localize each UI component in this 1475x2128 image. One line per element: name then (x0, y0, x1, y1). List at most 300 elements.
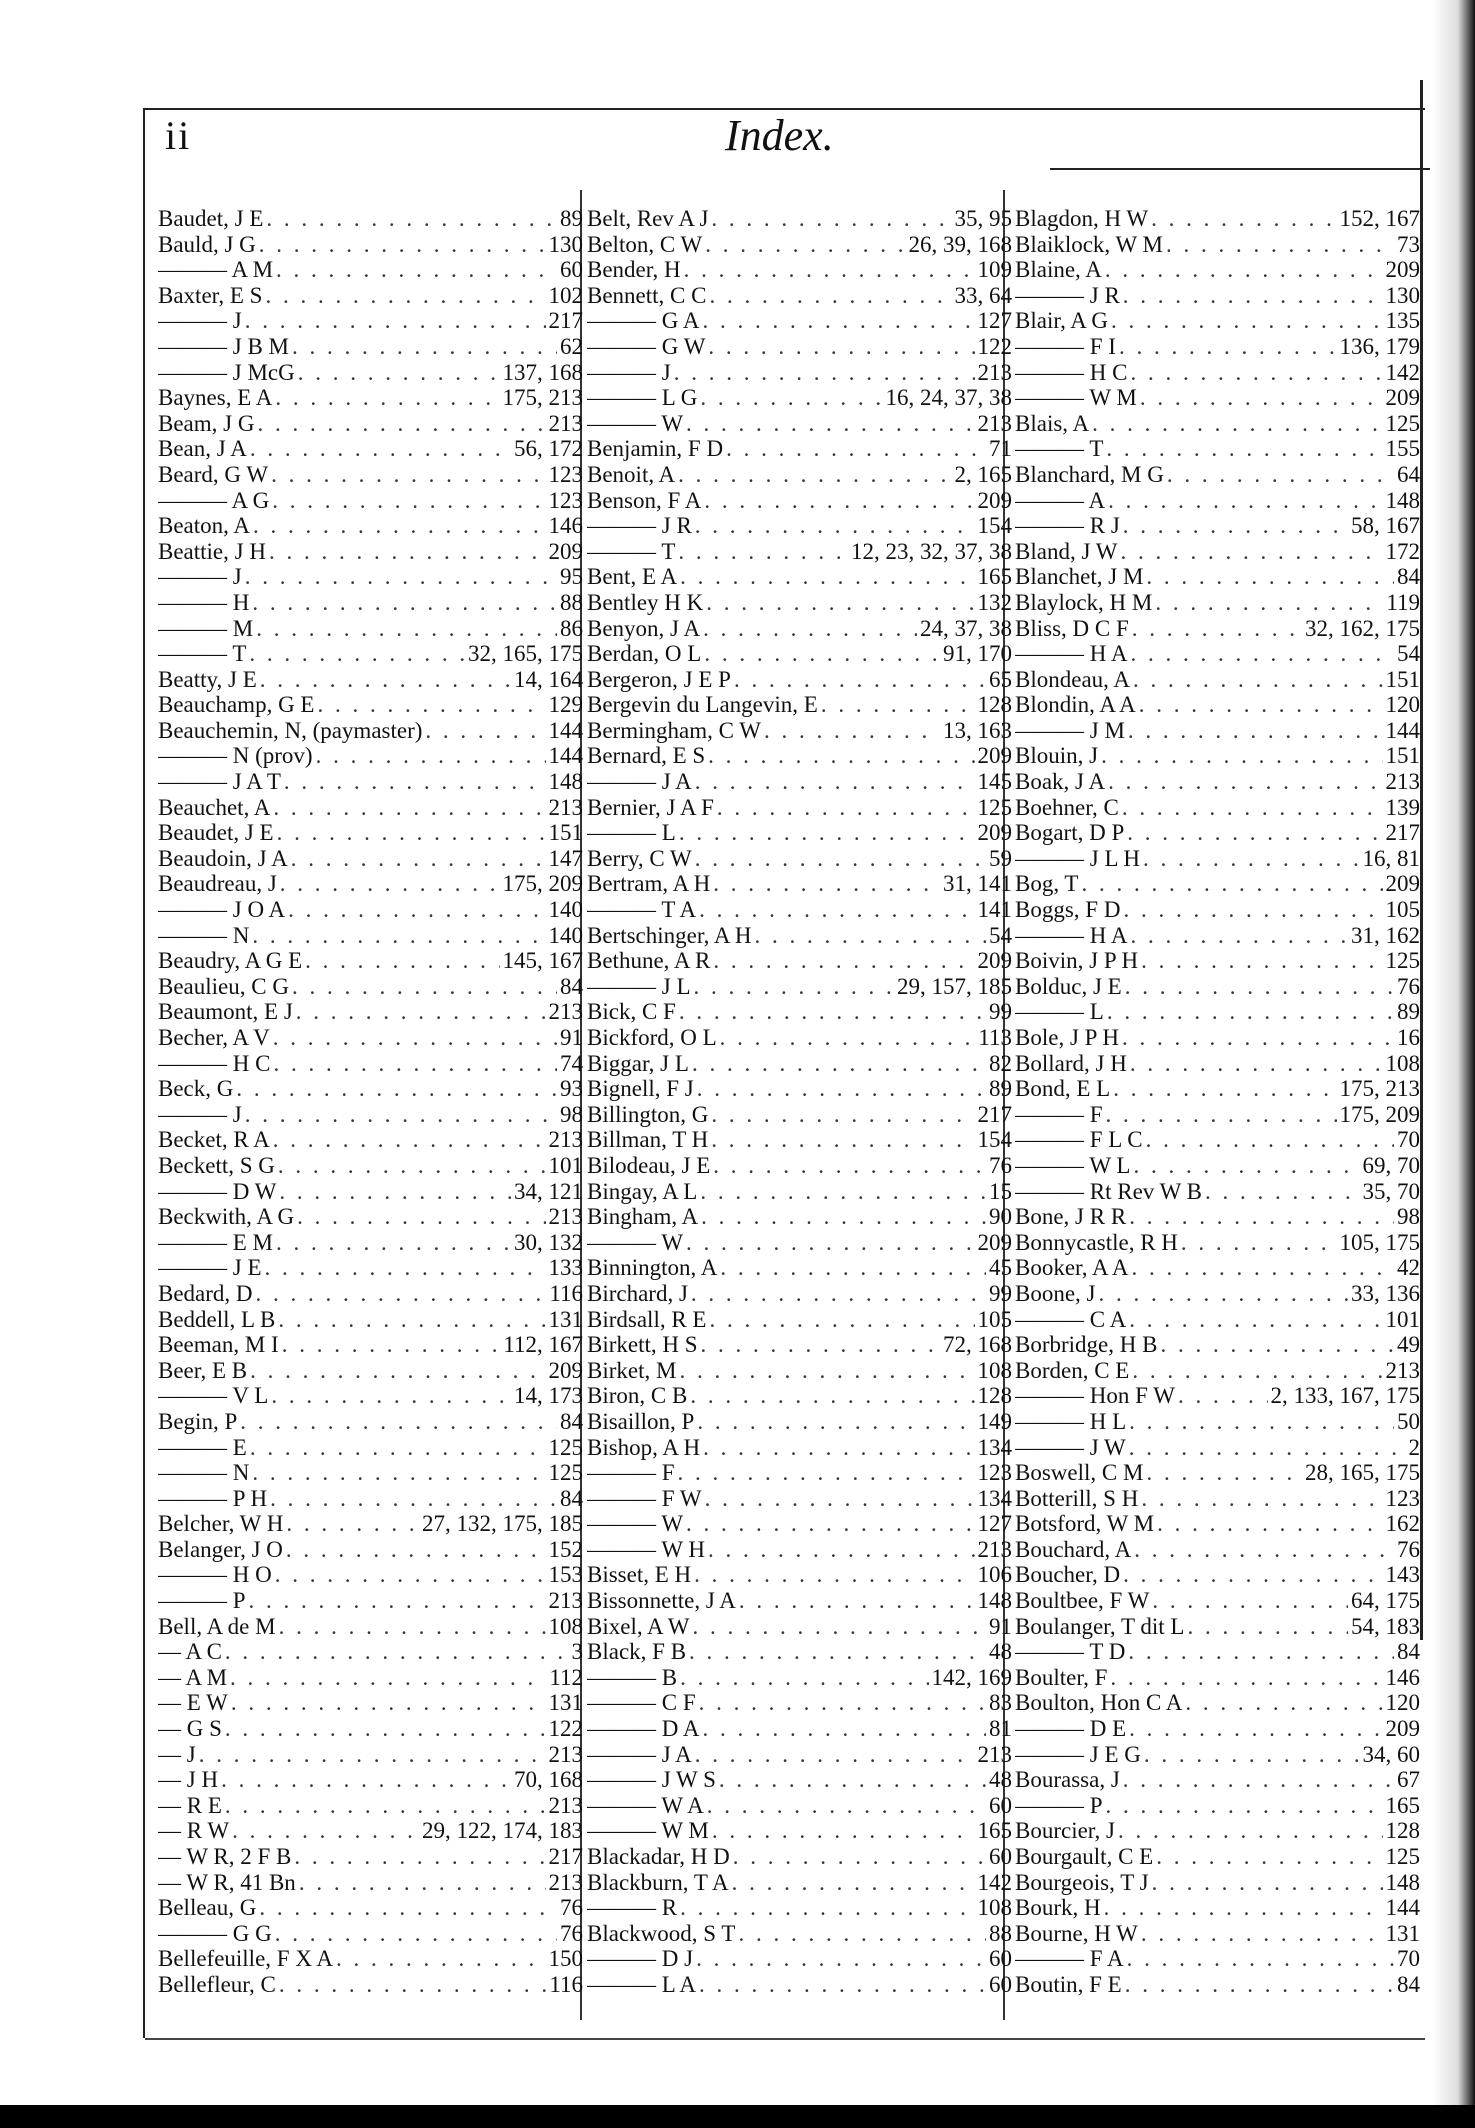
entry-name: ——— G W (587, 333, 706, 359)
leader-dots (1110, 1665, 1382, 1691)
entry-name: Bauld, J G (158, 231, 256, 257)
entry-name: ——— R J (1015, 513, 1120, 539)
leader-dots (1127, 820, 1382, 846)
entry-pages: 106 (977, 1562, 1012, 1588)
entry-name: Boulter, F (1015, 1664, 1108, 1690)
entry-name: Bingham, A (587, 1204, 699, 1230)
leader-dots (709, 1307, 974, 1333)
entry-name: Bog, T (1015, 871, 1079, 897)
entry-pages: 13, 163 (943, 717, 1012, 743)
index-entry (1015, 871, 1420, 897)
index-entry (158, 1435, 583, 1461)
entry-name: Bland, J W (1015, 538, 1118, 564)
entry-pages: 213 (548, 794, 583, 820)
leader-dots (821, 692, 975, 718)
index-entry (587, 1127, 1012, 1153)
entry-pages: 123 (1385, 1485, 1420, 1511)
entry-name: Beaton, A (158, 513, 250, 539)
entry-name: Blanchard, M G (1015, 461, 1164, 487)
entry-name: ——— E M (158, 1229, 273, 1255)
leader-dots (231, 1690, 546, 1716)
entry-name: ——— L A (587, 1971, 697, 1997)
page-edge-shadow (1432, 0, 1475, 2128)
entry-pages: 59 (989, 845, 1012, 871)
leader-dots (236, 1076, 557, 1102)
entry-name: ——— R (587, 1895, 678, 1921)
index-entry (1015, 923, 1420, 949)
index-entry (1015, 1562, 1420, 1588)
index-entry (1015, 1639, 1420, 1665)
index-entry (158, 1204, 583, 1230)
entry-name: Binnington, A (587, 1255, 718, 1281)
entry-name: Boehner, C (1015, 794, 1119, 820)
entry-pages: 125 (1385, 1844, 1420, 1869)
entry-pages: 175, 209 (1339, 1101, 1420, 1127)
entry-name: — W R, 41 Bn (158, 1869, 296, 1895)
entry-name: Boulton, Hon C A (1015, 1690, 1183, 1716)
leader-dots (701, 1204, 986, 1230)
entry-pages: 84 (560, 1485, 583, 1511)
entry-pages: 213 (1385, 769, 1420, 795)
leader-dots (734, 667, 986, 693)
leader-dots (275, 1921, 557, 1947)
index-entry (158, 1921, 583, 1947)
index-entry (587, 232, 1012, 258)
entry-name: Beauchamp, G E (158, 692, 315, 718)
entry-pages: 33, 136 (1351, 1280, 1420, 1306)
leader-dots (249, 1588, 546, 1614)
index-entry (158, 1562, 583, 1588)
index-entry (587, 436, 1012, 462)
entry-pages: 105, 175 (1339, 1229, 1420, 1255)
entry-name: Blaylock, H M (1015, 589, 1153, 615)
entry-name: ——— H (158, 589, 250, 615)
entry-name: ——— J M (1015, 717, 1125, 743)
leader-dots (1146, 1127, 1394, 1153)
index-entry (1015, 616, 1420, 642)
leader-dots (1167, 462, 1394, 488)
entry-pages: 213 (977, 1741, 1012, 1767)
index-entry (1015, 1435, 1420, 1461)
leader-dots (717, 795, 975, 821)
index-entry (1015, 1742, 1420, 1768)
index-entry (158, 206, 583, 232)
leader-dots (1151, 206, 1336, 232)
leader-dots (282, 1332, 501, 1358)
entry-pages: 26, 39, 168 (908, 231, 1012, 257)
entry-name: Beaulieu, C G (158, 973, 289, 999)
index-entry (1015, 1230, 1420, 1256)
entry-pages: 2, 165 (954, 461, 1012, 487)
entry-pages: 141 (977, 897, 1012, 923)
leader-dots (240, 1409, 557, 1435)
entry-name: Bender, H (587, 257, 681, 283)
leader-dots (1099, 1281, 1349, 1307)
entry-name: ——— G A (587, 308, 700, 334)
leader-dots (260, 667, 511, 693)
leader-dots (279, 1179, 511, 1205)
index-entry (1015, 590, 1420, 616)
entry-name: Bouchard, A (1015, 1536, 1132, 1562)
entry-name: Boone, J (1015, 1280, 1096, 1306)
leader-dots (1134, 1537, 1394, 1563)
index-entry (587, 1614, 1012, 1640)
entry-name: ——— J L (587, 973, 691, 999)
entry-pages: 209 (548, 538, 583, 564)
entry-pages: 14, 173 (514, 1383, 583, 1409)
index-entry (1015, 1895, 1420, 1921)
index-entry (158, 1076, 583, 1102)
index-entry (158, 1972, 583, 1998)
leader-dots (699, 1972, 986, 1998)
leader-dots (1108, 769, 1382, 795)
entry-pages: 209 (1385, 257, 1420, 283)
leader-dots (1113, 1076, 1336, 1102)
index-entry (587, 1946, 1012, 1972)
leader-dots (1107, 999, 1394, 1025)
leader-dots (699, 1690, 986, 1716)
entry-name: ——— C A (1015, 1306, 1127, 1332)
leader-dots (1129, 1409, 1394, 1435)
entry-name: ——— F L C (1015, 1127, 1143, 1153)
entry-name: Bethune, A R (587, 948, 711, 974)
leader-dots (702, 1716, 986, 1742)
leader-dots (1123, 897, 1382, 923)
entry-pages: 95 (560, 564, 583, 590)
leader-dots (1123, 283, 1383, 309)
index-entry (1015, 1946, 1420, 1972)
leader-dots (713, 1153, 986, 1179)
entry-name: ——— J (587, 359, 671, 385)
leader-dots (696, 1946, 986, 1972)
entry-name: Blagdon, H W (1015, 206, 1149, 231)
leader-dots (726, 436, 986, 462)
entry-name: Beaudreau, J (158, 871, 277, 897)
entry-name: Blanchet, J M (1015, 564, 1144, 590)
index-entry (587, 1230, 1012, 1256)
entry-name: Baynes, E A (158, 385, 273, 411)
entry-name: ——— J E (158, 1255, 262, 1281)
leader-dots (270, 1486, 557, 1512)
entry-pages: 128 (977, 1383, 1012, 1409)
entry-pages: 209 (1385, 871, 1420, 897)
leader-dots (284, 769, 546, 795)
index-entry (587, 1383, 1012, 1409)
index-entry (587, 974, 1012, 1000)
entry-name: — A C (158, 1639, 222, 1665)
entry-name: — E W (158, 1690, 228, 1716)
entry-pages: 122 (548, 1716, 583, 1742)
entry-pages: 144 (548, 743, 583, 769)
leader-dots (277, 820, 546, 846)
leader-dots (764, 718, 940, 744)
entry-pages: 60 (560, 257, 583, 283)
entry-name: Belcher, W H (158, 1511, 284, 1537)
index-entry (158, 1767, 583, 1793)
index-entry (1015, 513, 1420, 539)
index-entry (1015, 1767, 1420, 1793)
leader-dots (674, 360, 975, 386)
entry-name: Beattie, J H (158, 538, 266, 564)
entry-name: Begin, P (158, 1408, 238, 1434)
entry-name: ——— T D (1015, 1639, 1126, 1665)
leader-dots (292, 974, 557, 1000)
entry-pages: 35, 70 (1362, 1178, 1420, 1204)
leader-dots (271, 1383, 511, 1409)
entry-name: ——— W (587, 1511, 684, 1537)
entry-pages: 122 (977, 333, 1012, 359)
index-entry (587, 1562, 1012, 1588)
index-entry (1015, 308, 1420, 334)
entry-pages: 213 (977, 1536, 1012, 1562)
leader-dots (1141, 1486, 1382, 1512)
entry-name: ——— J A (587, 1741, 692, 1767)
entry-name: ——— F A (1015, 1946, 1124, 1972)
index-entry (158, 1614, 583, 1640)
leader-dots (1105, 257, 1383, 283)
entry-name: Boulanger, T dit L (1015, 1613, 1185, 1639)
entry-name: ——— T A (587, 897, 697, 923)
entry-pages: 29, 122, 174, 183 (422, 1818, 583, 1844)
entry-name: ——— B (587, 1664, 678, 1690)
entry-name: ——— F I (1015, 333, 1116, 359)
entry-pages: 209 (977, 820, 1012, 846)
leader-dots (221, 1767, 511, 1793)
entry-name: Beckwith, A G (158, 1204, 295, 1230)
leader-dots (1122, 1025, 1394, 1051)
index-entry (587, 948, 1012, 974)
index-entry (1015, 1972, 1420, 1998)
index-entry (158, 1179, 583, 1205)
entry-name: Booker, A A (1015, 1255, 1129, 1281)
entry-pages: 91 (989, 1613, 1012, 1639)
leader-dots (709, 283, 951, 309)
index-entry (158, 1690, 583, 1716)
leader-dots (705, 1486, 975, 1512)
leader-dots (755, 923, 986, 949)
leader-dots (1178, 1383, 1268, 1409)
index-entry (158, 616, 583, 642)
index-entry (587, 1588, 1012, 1614)
entry-pages: 148 (1385, 1869, 1420, 1895)
entry-pages: 60 (989, 1844, 1012, 1869)
leader-dots (252, 1460, 545, 1486)
entry-pages: 35, 95 (954, 206, 1012, 231)
index-entry (1015, 488, 1420, 514)
entry-pages: 125 (1385, 410, 1420, 436)
leader-dots (278, 1153, 546, 1179)
leader-dots (1125, 1972, 1394, 1998)
index-entry (1015, 999, 1420, 1025)
entry-name: — G S (158, 1716, 222, 1742)
leader-dots (1166, 232, 1394, 258)
leader-dots (225, 1639, 569, 1665)
leader-dots (686, 1230, 974, 1256)
index-entry (587, 1332, 1012, 1358)
entry-pages: 128 (1385, 1818, 1420, 1844)
leader-dots (1106, 1102, 1337, 1128)
entry-pages: 127 (977, 308, 1012, 334)
entry-name: ——— A G (158, 487, 270, 513)
entry-pages: 60 (989, 1946, 1012, 1972)
entry-name: Borden, C E (1015, 1357, 1130, 1383)
index-entry (158, 692, 583, 718)
entry-pages: 146 (548, 513, 583, 539)
entry-pages: 213 (548, 1741, 583, 1767)
leader-dots (1157, 1511, 1382, 1537)
leader-dots (694, 1562, 974, 1588)
entry-pages: 84 (560, 1408, 583, 1434)
entry-name: ——— W H (587, 1536, 705, 1562)
entry-pages: 31, 141 (943, 871, 1012, 897)
index-entry (1015, 1716, 1420, 1742)
scan-edge (0, 2105, 1475, 2128)
entry-name: ——— J R (587, 513, 692, 539)
entry-name: Botsford, W M (1015, 1511, 1155, 1537)
leader-dots (1119, 334, 1337, 360)
entry-pages: 217 (977, 1101, 1012, 1127)
leader-dots (1205, 1179, 1360, 1205)
entry-name: — J H (158, 1767, 219, 1793)
right-border (1420, 80, 1423, 1640)
index-entry (158, 1716, 583, 1742)
leader-dots (286, 1537, 546, 1563)
index-entry (587, 769, 1012, 795)
index-entry (158, 1127, 583, 1153)
index-entry (587, 1409, 1012, 1435)
entry-pages: 81 (989, 1716, 1012, 1742)
entry-name: Bingay, A L (587, 1178, 698, 1204)
entry-pages: 99 (989, 1280, 1012, 1306)
entry-pages: 30, 132 (514, 1229, 583, 1255)
leader-dots (1118, 1818, 1383, 1844)
leader-dots (292, 334, 557, 360)
entry-name: Beckett, S G (158, 1152, 275, 1178)
leader-dots (690, 1383, 974, 1409)
entry-name: ——— J W (1015, 1434, 1126, 1460)
index-entry (587, 1281, 1012, 1307)
entry-pages: 213 (977, 359, 1012, 385)
index-entry (1015, 1127, 1420, 1153)
index-column-3 (1015, 206, 1420, 1998)
index-entry (587, 257, 1012, 283)
index-entry (587, 1025, 1012, 1051)
entry-name: Bourgault, C E (1015, 1844, 1154, 1869)
leader-dots (265, 1255, 546, 1281)
entry-pages: 175, 213 (1339, 1076, 1420, 1102)
entry-pages: 42 (1397, 1255, 1420, 1281)
index-entry (1015, 385, 1420, 411)
index-entry (587, 641, 1012, 667)
entry-name: Biggar, J L (587, 1050, 689, 1076)
index-entry (587, 1179, 1012, 1205)
leader-dots (700, 1179, 986, 1205)
entry-name: Berdan, O L (587, 641, 702, 667)
index-entry (1015, 462, 1420, 488)
leader-dots (703, 616, 917, 642)
entry-name: ——— V L (158, 1383, 269, 1409)
index-entry (158, 1102, 583, 1128)
entry-pages: 60 (989, 1792, 1012, 1818)
entry-name: ——— N (158, 922, 250, 948)
entry-name: Boak, J A (1015, 769, 1106, 795)
entry-pages: 130 (1385, 282, 1420, 308)
entry-name: ——— H L (1015, 1408, 1127, 1434)
entry-name: Bergevin du Langevin, E (587, 692, 818, 718)
entry-name: Blair, A G (1015, 308, 1108, 334)
entry-pages: 139 (1385, 794, 1420, 820)
leader-dots (732, 1870, 975, 1896)
leader-dots (1106, 1793, 1383, 1819)
entry-pages: 3 (571, 1639, 583, 1665)
entry-pages: 143 (1385, 1562, 1420, 1588)
entry-name: Bedard, D (158, 1280, 253, 1306)
index-entry (1015, 769, 1420, 795)
entry-pages: 88 (560, 589, 583, 615)
leader-dots (701, 1332, 940, 1358)
entry-pages: 131 (1385, 1920, 1420, 1946)
entry-name: ——— D E (1015, 1716, 1127, 1742)
leader-dots (265, 283, 545, 309)
entry-pages: 89 (989, 1076, 1012, 1102)
entry-name: ——— P (1015, 1792, 1103, 1818)
entry-pages: 149 (977, 1408, 1012, 1434)
index-entry (1015, 1204, 1420, 1230)
leader-dots (1128, 718, 1383, 744)
index-entry (587, 308, 1012, 334)
leader-dots (256, 616, 557, 642)
entry-pages: 125 (977, 794, 1012, 820)
entry-name: Bellefeuille, F X A (158, 1946, 334, 1972)
index-entry (158, 462, 583, 488)
entry-pages: 89 (560, 206, 583, 231)
index-entry (1015, 667, 1420, 693)
entry-name: Bixel, A W (587, 1613, 690, 1639)
leader-dots (225, 1793, 546, 1819)
leader-dots (702, 308, 974, 334)
index-entry (1015, 897, 1420, 923)
entry-pages: 144 (548, 717, 583, 743)
entry-name: Boswell, C M (1015, 1460, 1144, 1486)
leader-dots (278, 1307, 545, 1333)
entry-name: Beeman, M I (158, 1332, 279, 1358)
entry-name: ——— W L (1015, 1152, 1131, 1178)
leader-dots (269, 539, 546, 565)
entry-name: ——— D W (158, 1178, 277, 1204)
leader-dots (250, 1435, 546, 1461)
entry-pages: 71 (989, 436, 1012, 462)
index-entry (158, 1281, 583, 1307)
leader-dots (1104, 1895, 1383, 1921)
entry-pages: 70, 168 (514, 1767, 583, 1793)
leader-dots (425, 718, 545, 744)
entry-name: ——— C F (587, 1690, 696, 1716)
index-entry (1015, 1665, 1420, 1691)
leader-dots (1130, 923, 1348, 949)
entry-name: Boultbee, F W (1015, 1588, 1150, 1614)
index-entry (1015, 1179, 1420, 1205)
header-rule-curve (1050, 168, 1430, 170)
entry-pages: 131 (548, 1306, 583, 1332)
leader-dots (298, 360, 500, 386)
entry-name: Bisset, E H (587, 1562, 692, 1588)
entry-name: Benyon, J A (587, 615, 701, 641)
entry-pages: 54 (989, 922, 1012, 948)
leader-dots (695, 1742, 975, 1768)
entry-name: ——— F W (587, 1485, 702, 1511)
entry-pages: 120 (1385, 692, 1420, 718)
index-entry (587, 1844, 1012, 1870)
